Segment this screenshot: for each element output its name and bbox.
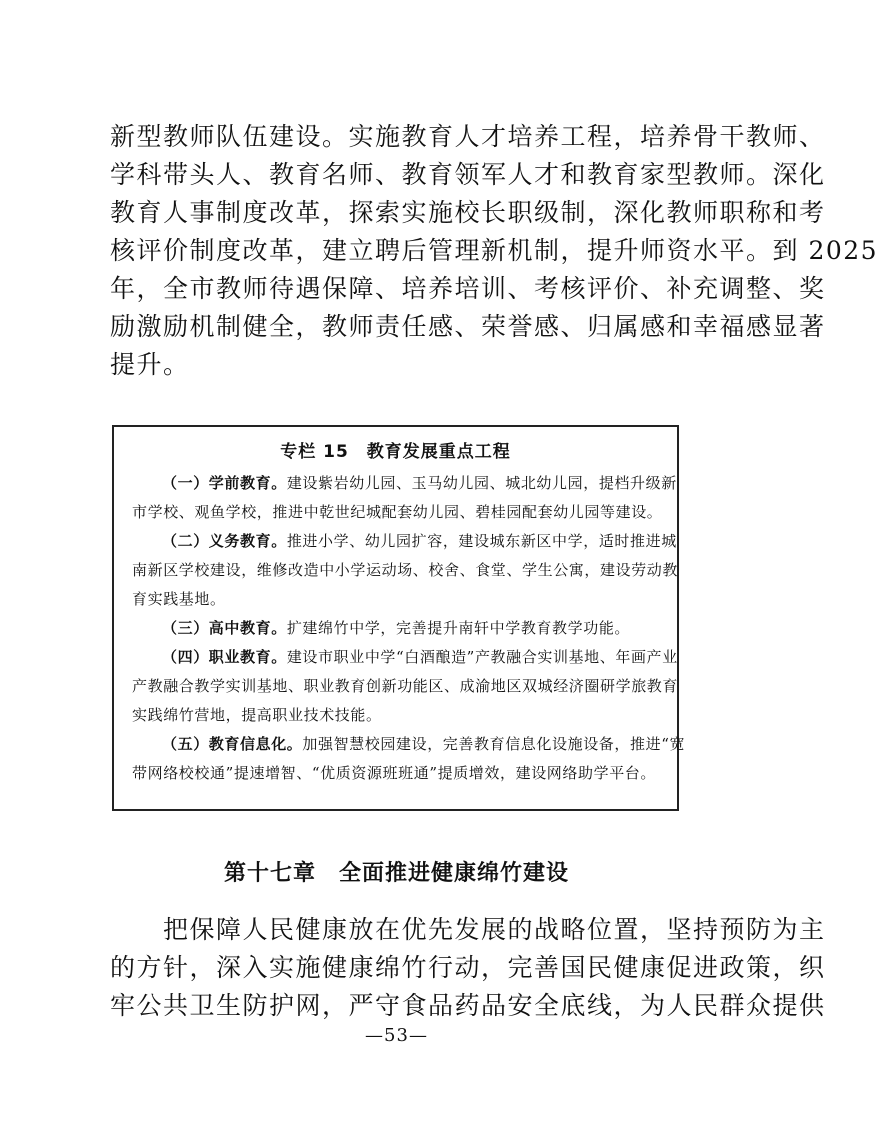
item-text-continued: 育实践基地。 xyxy=(132,590,226,608)
body-paragraph-top xyxy=(110,118,878,384)
item-text-continued: 南新区学校建设，维修改造中小学运动场、校舍、食堂、学生公寓，建设劳动教 xyxy=(132,561,679,579)
body-paragraph-bottom xyxy=(110,911,826,1025)
box-item-high-school xyxy=(132,614,663,643)
feature-box-title: 专栏 15 教育发展重点工程 xyxy=(280,442,511,462)
item-lead: （三）高中教育。 xyxy=(162,619,287,637)
text-line: 提升。 xyxy=(110,350,190,379)
text-line: 核评价制度改革，建立聘后管理新机制，提升师资水平。到 2025 xyxy=(110,236,878,265)
text-line: 的方针，深入实施健康绵竹行动，完善国民健康促进政策，织 xyxy=(110,953,826,982)
text-line: 牢公共卫生防护网，严守食品药品安全底线，为人民群众提供 xyxy=(110,991,826,1020)
item-text: 推进小学、幼儿园扩容，建设城东新区中学，适时推进城 xyxy=(286,532,677,550)
text-line: 励激励机制健全，教师责任感、荣誉感、归属感和幸福感显著 xyxy=(110,312,826,341)
item-lead: （二）义务教育。 xyxy=(162,532,287,550)
text-line: 学科带头人、教育名师、教育领军人才和教育家型教师。深化 xyxy=(110,160,826,189)
item-text: 建设紫岩幼儿园、玉马幼儿园、城北幼儿园，提档升级新 xyxy=(286,474,677,492)
chapter-heading: 第十七章 全面推进健康绵竹建设 xyxy=(223,861,569,886)
item-text: 扩建绵竹中学，完善提升南轩中学教育教学功能。 xyxy=(286,619,631,637)
box-item-preschool xyxy=(132,469,677,498)
item-text: 加强智慧校园建设，完善教育信息化设施设备，推进“宽 xyxy=(302,735,686,753)
box-item-compulsory xyxy=(132,527,677,556)
item-text-continued: 实践绵竹营地，提高职业技术技能。 xyxy=(132,706,382,724)
item-text: 建设市职业中学“白酒酿造”产教融合实训基地、年画产业 xyxy=(286,648,678,666)
item-lead: （一）学前教育。 xyxy=(162,474,287,492)
text-line: 新型教师队伍建设。实施教育人才培养工程，培养骨干教师、 xyxy=(110,122,826,151)
item-text-continued: 带网络校校通”提速增智、“优质资源班班通”提质增效，建设网络助学平台。 xyxy=(132,764,657,782)
feature-box xyxy=(112,425,686,811)
item-lead: （四）职业教育。 xyxy=(162,648,287,666)
feature-box-body xyxy=(132,469,686,788)
text-line: 教育人事制度改革，探索实施校长职级制，深化教师职称和考 xyxy=(110,198,826,227)
box-item-informatization xyxy=(132,730,686,759)
text-line: 年，全市教师待遇保障、培养培训、考核评价、补充调整、奖 xyxy=(110,274,826,303)
text-line: 把保障人民健康放在优先发展的战略位置，坚持预防为主 xyxy=(110,915,826,944)
item-text-continued: 市学校、观鱼学校，推进中乾世纪城配套幼儿园、碧桂园配套幼儿园等建设。 xyxy=(132,503,663,521)
item-lead: （五）教育信息化。 xyxy=(162,735,303,753)
page-number: —53— xyxy=(365,1025,428,1046)
item-text-continued: 产教融合教学实训基地、职业教育创新功能区、成渝地区双城经济圈研学旅教育 xyxy=(132,677,679,695)
box-item-vocational xyxy=(132,643,678,672)
